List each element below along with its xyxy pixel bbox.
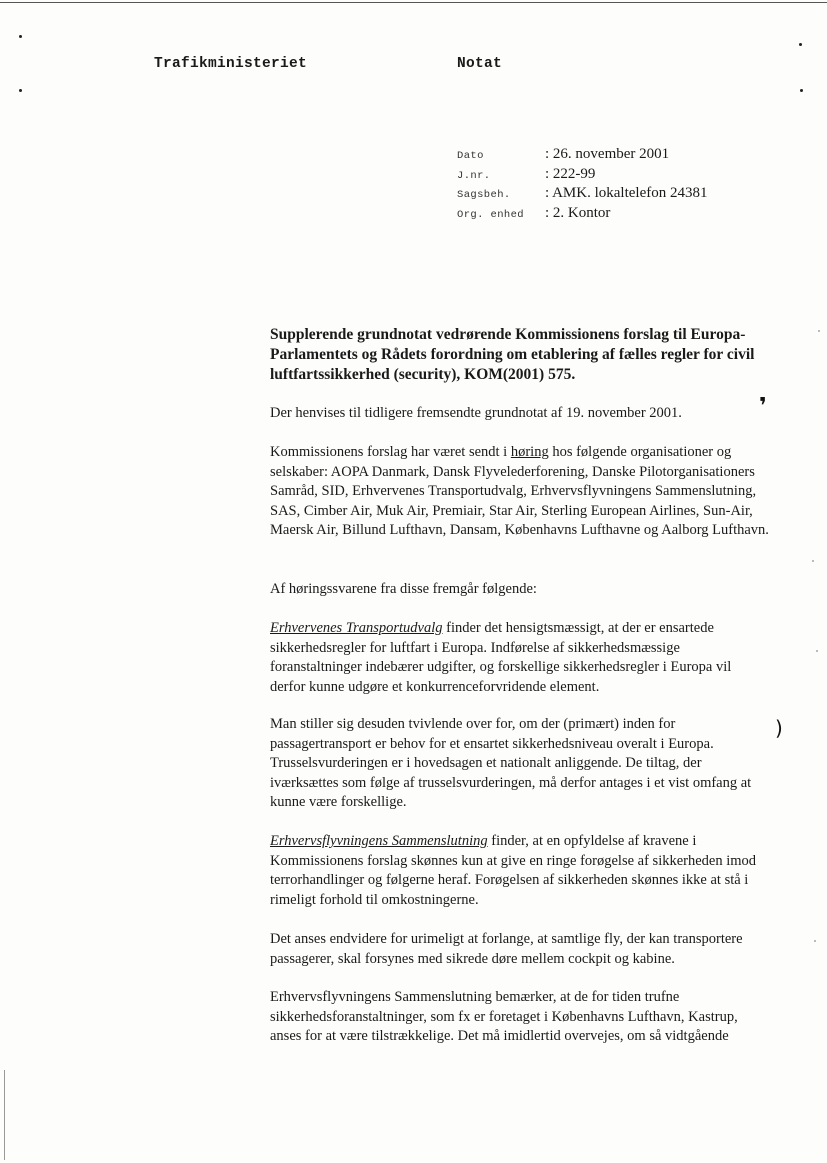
ministry-name: Trafikministeriet <box>154 56 308 72</box>
scan-speck <box>19 35 22 38</box>
organization-name: Erhvervenes Transportudvalg <box>270 620 443 636</box>
paragraph-text: finder det hensigtsmæssigt, at der er ensartede sikkerhedsregler for luftfart i Europa. Indførelse af sikkerhedsmæssige foranstaltninger indebærer udgifter, og forskellige sikkerhedsregler i Europa vil derfor kunne udgøre et konkurrenceforvridende element. <box>270 620 732 695</box>
meta-row-org-unit <box>457 205 707 225</box>
top-border-line <box>0 2 827 3</box>
scan-speck <box>800 89 803 92</box>
paragraph-current-measures: Erhvervsflyvningens Sammenslutning bemærker, at de for tiden trufne sikkerhedsforanstaltninger, som fx er foretaget i Københavns Lufthavn, Kastrup, anses for at være tilstrækkelige. Det må imidlertid overvejes, om så vidtgående <box>270 989 738 1044</box>
meta-row-date <box>457 146 707 166</box>
meta-label: J.nr. <box>457 169 491 182</box>
left-margin-line <box>4 1070 5 1160</box>
paragraph-text: finder, at en opfyldelse af kravene i Kommissionens forslag skønnes kun at give en ringe forøgelse af sikkerheden imod terrorhandlinger og følgerne heraf. Forøgelsen af sikkerheden skønnes ikke at stå i rimeligt forhold til omkostningerne. <box>270 833 757 908</box>
scan-speck <box>816 650 818 652</box>
meta-label: Dato <box>457 150 484 162</box>
handwritten-mark: ) <box>775 716 783 740</box>
scan-speck <box>19 89 22 92</box>
document-type: Notat <box>457 56 503 72</box>
document-title: Supplerende grundnotat vedrørende Kommissionens forslag til Europa-Parlamentets og Rådets forordning om etablering af fælles regler for civil luftfartssikkerhed (security), KOM(2001) 575. <box>270 326 755 383</box>
meta-label: Sagsbeh. <box>457 189 511 201</box>
metadata-block <box>457 146 707 224</box>
paragraph-cockpit-doors: Det anses endvidere for urimeligt at forlange, at samtlige fly, der kan transportere passagerer, skal forsynes med sikrede døre mellem cockpit og kabine. <box>270 931 743 967</box>
scan-speck <box>812 560 814 562</box>
meta-row-journal-number <box>457 166 707 186</box>
meta-value: : 26. november 2001 <box>545 146 670 162</box>
meta-value: : AMK. lokaltelefon 24381 <box>545 185 708 201</box>
meta-row-case-officer <box>457 185 707 205</box>
paragraph-transportudvalg <box>270 619 770 697</box>
scan-speck <box>818 330 820 332</box>
paragraph-reference: Der henvises til tidligere fremsendte grundnotat af 19. november 2001. <box>270 405 682 421</box>
paragraph-threat-assessment: Man stiller sig desuden tvivlende over for, om der (primært) inden for passagertransport er behov for et ensartet sikkerhedsniveau overalt i Europa. Trusselsvurderingen er i hovedsagen et nationalt anliggende. De tiltag, der iværksættes som følge af trusselsvurderingen, må derfor antages i et vist omfang at kunne være forskellige. <box>270 716 752 810</box>
paragraph-sammenslutning <box>270 832 770 910</box>
paragraph-text: hos følgende organisationer og selskaber: AOPA Danmark, Dansk Flyvelederforening, Danske Pilotorganisationers Samråd, SID, Erhvervenes Transportudvalg, Erhvervsflyvningens Sammenslutning, SAS, Cimber Air, Muk Air, Premiair, Star Air, Sterling European Airlines, Sun-Air, Maersk Air, Billund Lufthavn, Dansam, Københavns Lufthavne og Aalborg Lufthavn. <box>270 444 769 538</box>
hearing-underlined: høring <box>510 444 549 460</box>
meta-value: : 2. Kontor <box>545 204 611 221</box>
meta-label: Org. enhed <box>457 208 525 221</box>
scan-speck <box>799 43 802 46</box>
scan-speck <box>814 940 816 942</box>
meta-value: : 222-99 <box>545 165 596 182</box>
paragraph-hearing <box>270 443 770 541</box>
paragraph-intro: Af høringssvarene fra disse fremgår følgende: <box>270 581 537 597</box>
organization-name: Erhvervsflyvningens Sammenslutning <box>270 833 488 849</box>
paragraph-text: Kommissionens forslag har været sendt i <box>270 444 511 460</box>
handwritten-mark: ❜ <box>759 394 767 419</box>
